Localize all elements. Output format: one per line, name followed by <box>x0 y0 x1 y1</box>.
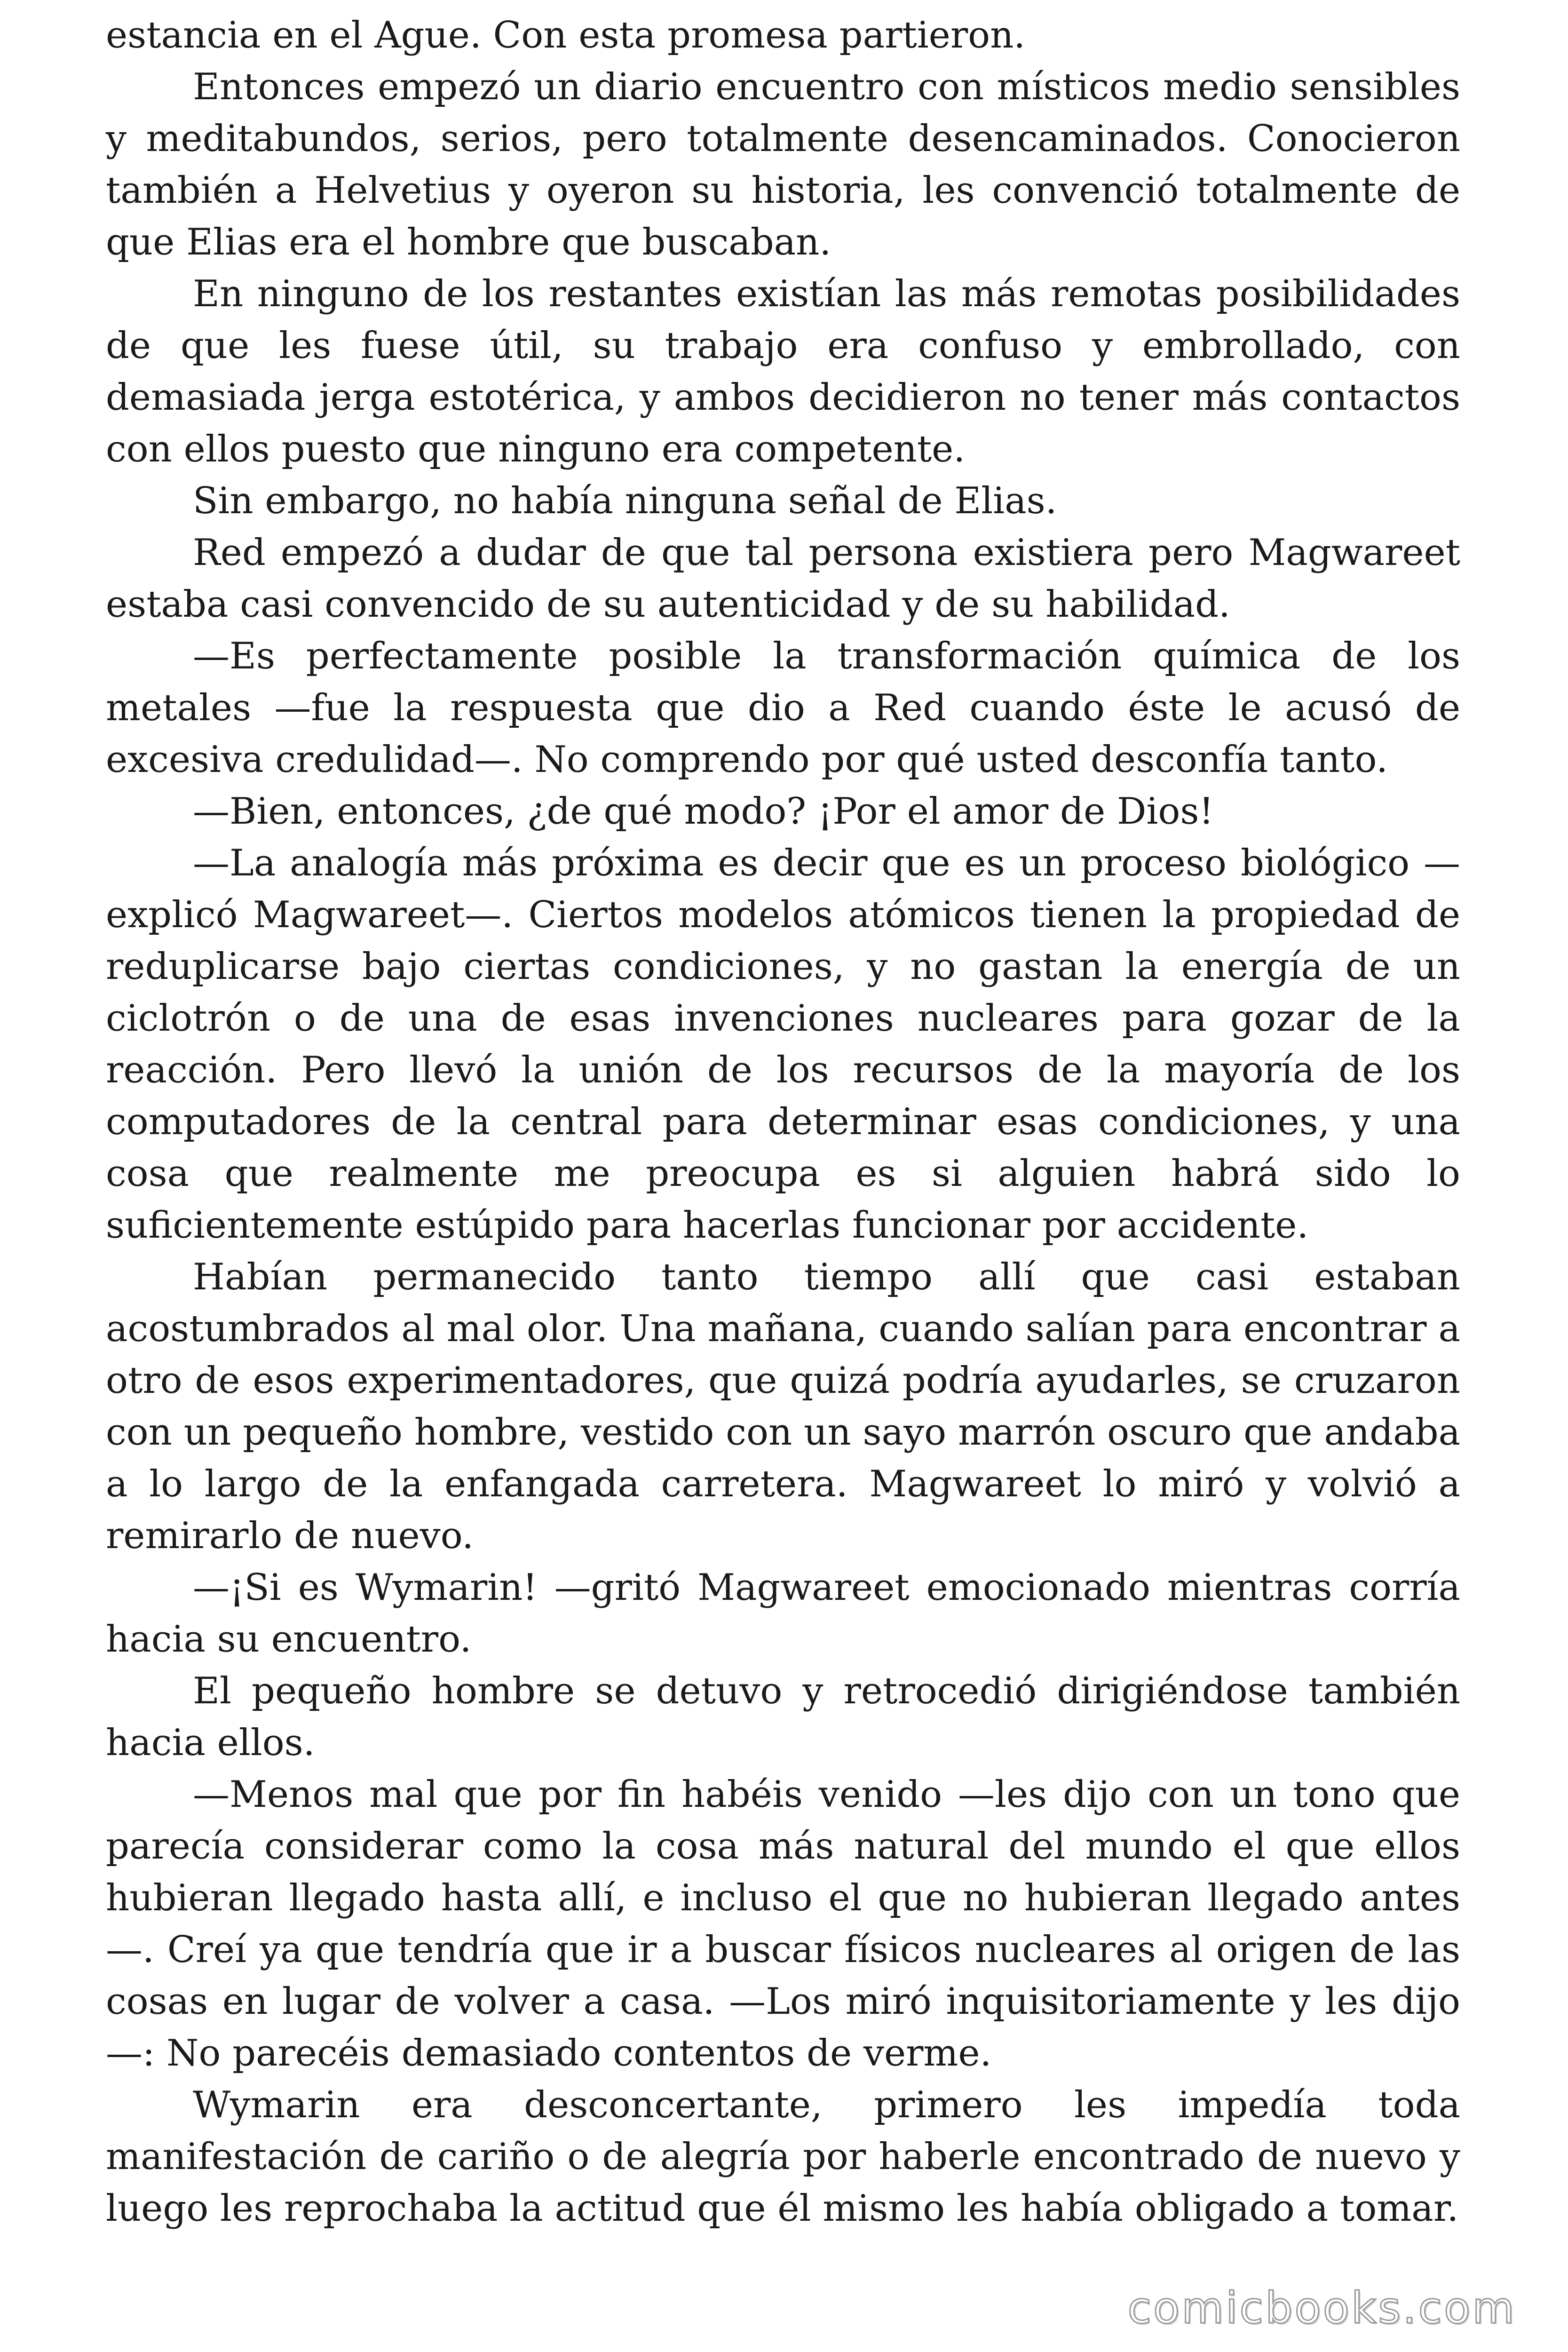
paragraph-9: Habían permanecido tanto tiempo allí que casi estaban acostumbrados al mal olor. Una mañana, cuando salían para encontrar a otro de esos experimentadores, que quizá podría ayudarles, se cruzaron con un pequeño hombre, vestido con un sayo marrón oscuro que andaba a lo largo de la enfangada carretera. Magwareet lo miró y volvió a remirarlo de nuevo. <box>106 1256 1460 1557</box>
paragraph-13: Wymarin era desconcertante, primero les impedía toda manifestación de cariño o de alegría por haberle encontrado de nuevo y luego les reprochaba la actitud que él mismo les había obligado a tomar. <box>106 2084 1460 2230</box>
paragraph-8: —La analogía más próxima es decir que es un proceso biológico —explicó Magwareet—. Ciertos modelos atómicos tienen la propiedad de reduplicarse bajo ciertas condiciones, y no gastan la energía de un ciclotrón o de una de esas invenciones nucleares para gozar de la reacción. Pero llevó la unión de los recursos de la mayoría de los computadores de la central para determinar esas condiciones, y una cosa que realmente me preocupa es si alguien habrá sido lo suficientemente estúpido para hacerlas funcionar por accidente. <box>106 842 1460 1247</box>
paragraph-4: Sin embargo, no había ninguna señal de Elias. <box>193 480 1057 522</box>
paragraph-10: —¡Si es Wymarin! —gritó Magwareet emocionado mientras corría hacia su encuentro. <box>106 1566 1460 1661</box>
paragraph-11: El pequeño hombre se detuvo y retrocedió dirigiéndose también hacia ellos. <box>106 1670 1460 1764</box>
paragraph-5: Red empezó a dudar de que tal persona existiera pero Magwareet estaba casi convencido de su autenticidad y de su habilidad. <box>106 532 1460 626</box>
text-body <box>106 9 1460 2234</box>
paragraph-7: —Bien, entonces, ¿de qué modo? ¡Por el amor de Dios! <box>193 790 1214 833</box>
watermark: comicbooks.com <box>1127 2283 1516 2333</box>
paragraph-1: estancia en el Ague. Con esta promesa partieron. <box>106 14 1026 56</box>
paragraph-12: —Menos mal que por fin habéis venido —les dijo con un tono que parecía considerar como la cosa más natural del mundo el que ellos hubieran llegado hasta allí, e incluso el que no hubieran llegado antes —. Creí ya que tendría que ir a buscar físicos nucleares al origen de las cosas en lugar de volver a casa. —Los miró inquisitoriamente y les dijo—: No parecéis demasiado contentos de verme. <box>106 1773 1460 2074</box>
paragraph-6: —Es perfectamente posible la transformación química de los metales —fue la respuesta que dio a Red cuando éste le acusó de excesiva credulidad—. No comprendo por qué usted desconfía tanto. <box>106 635 1460 781</box>
paragraph-2: Entonces empezó un diario encuentro con místicos medio sensibles y meditabundos, serios, pero totalmente desencaminados. Conocieron también a Helvetius y oyeron su historia, les convenció totalmente de que Elias era el hombre que buscaban. <box>106 66 1460 263</box>
paragraph-3: En ninguno de los restantes existían las más remotas posibilidades de que les fuese útil, su trabajo era confuso y embrollado, con demasiada jerga estotérica, y ambos decidieron no tener más contactos con ellos puesto que ninguno era competente. <box>106 273 1460 470</box>
